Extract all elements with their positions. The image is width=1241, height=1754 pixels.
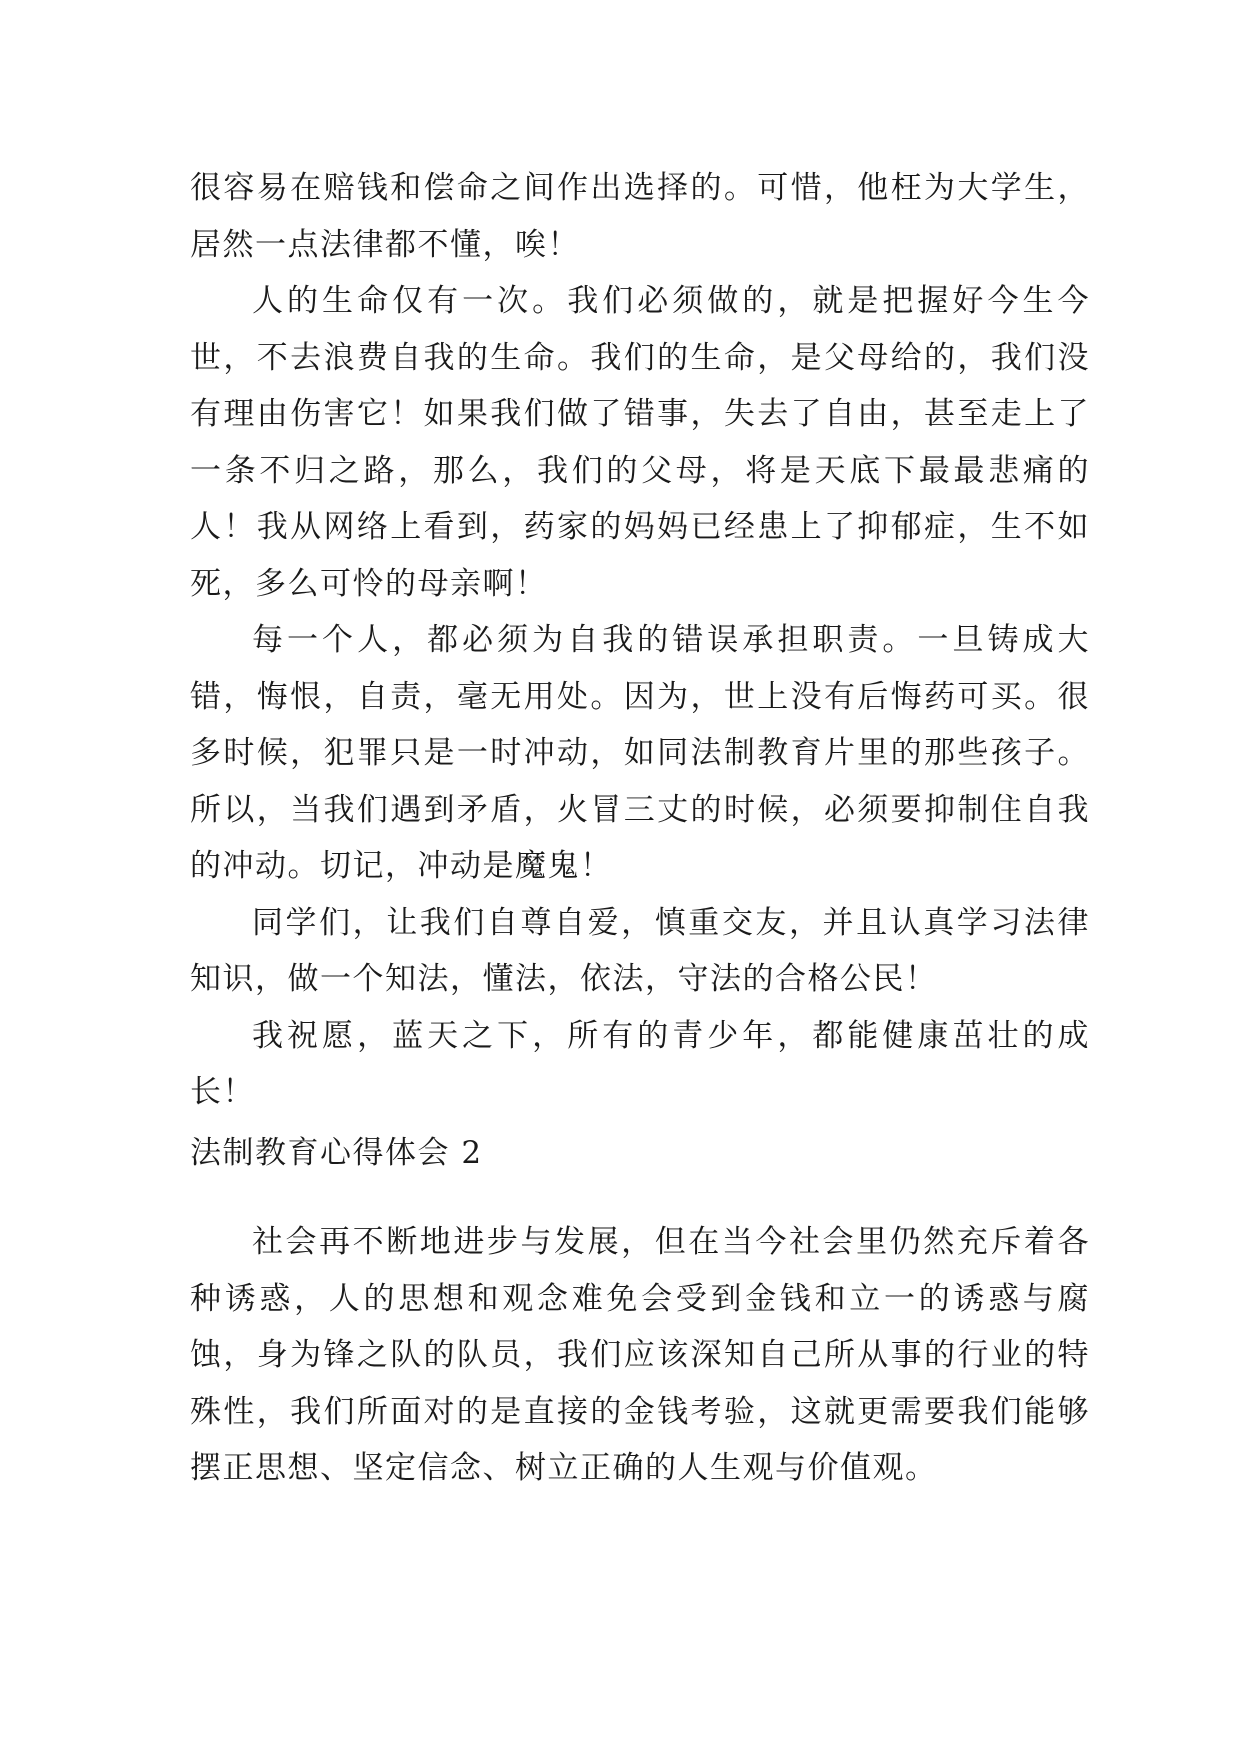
paragraph: 人的生命仅有一次。我们必须做的，就是把握好今生今世，不去浪费自我的生命。我们的生命，是父母给的，我们没有理由伤害它！如果我们做了错事，失去了自由，甚至走上了一条不归之路，那么，我们的父母，将是天底下最最悲痛的人！我从网络上看到，药家的妈妈已经患上了抑郁症，生不如死，多么可怜的母亲啊！ [190, 283, 1090, 602]
paragraph: 同学们，让我们自尊自爱，慎重交友，并且认真学习法律知识，做一个知法，懂法，依法，守法的合格公民！ [190, 904, 1090, 997]
paragraph: 社会再不断地进步与发展，但在当今社会里仍然充斥着各种诱惑，人的思想和观念难免会受到金钱和立一的诱惑与腐蚀，身为锋之队的队员，我们应该深知自己所从事的行业的特殊性，我们所面对的是直接的金钱考验，这就更需要我们能够摆正思想、坚定信念、树立正确的人生观与价值观。 [190, 1224, 1090, 1486]
paragraph: 我祝愿，蓝天之下，所有的青少年，都能健康茁壮的成长！ [190, 1017, 1090, 1110]
section-heading: 法制教育心得体会 2 [190, 1135, 483, 1171]
paragraph: 每一个人，都必须为自我的错误承担职责。一旦铸成大错，悔恨，自责，毫无用处。因为，世上没有后悔药可买。很多时候，犯罪只是一时冲动，如同法制教育片里的那些孩子。所以，当我们遇到矛盾，火冒三丈的时候，必须要抑制住自我的冲动。切记，冲动是魔鬼！ [190, 622, 1090, 884]
body-text-bottom [190, 1214, 1090, 1497]
body-text-top [190, 160, 1090, 1121]
paragraph: 很容易在赔钱和偿命之间作出选择的。可惜，他枉为大学生，居然一点法律都不懂，唉！ [190, 170, 1090, 263]
